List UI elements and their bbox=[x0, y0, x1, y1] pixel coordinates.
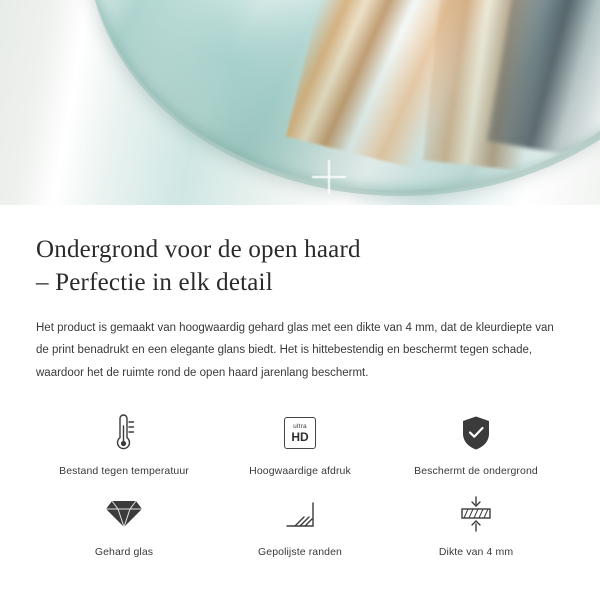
ultra-hd-badge-icon bbox=[284, 410, 316, 456]
feature-item-polished-edges bbox=[212, 491, 388, 558]
feature-item-surface-protection bbox=[388, 410, 564, 477]
description-content bbox=[0, 205, 600, 558]
feature-label: Bestand tegen temperatuur bbox=[59, 465, 189, 478]
feature-grid bbox=[36, 410, 564, 558]
feature-item-thickness bbox=[388, 491, 564, 558]
thermometer-icon bbox=[107, 410, 141, 456]
diamond-icon bbox=[105, 491, 143, 537]
polished-edges-icon bbox=[282, 491, 318, 537]
feature-label: Beschermt de ondergrond bbox=[414, 465, 538, 478]
feature-label: Gepolijste randen bbox=[257, 546, 342, 559]
badge-top-text: ultra bbox=[293, 422, 307, 430]
shield-check-icon bbox=[459, 410, 493, 456]
round-glass-board bbox=[88, 0, 600, 190]
thickness-4mm-icon bbox=[456, 491, 496, 537]
hero-product-image bbox=[0, 0, 600, 205]
feature-item-tempered-glass bbox=[36, 491, 212, 558]
feature-item-temperature bbox=[36, 410, 212, 477]
page-title bbox=[36, 233, 564, 299]
feature-item-print-quality bbox=[212, 410, 388, 477]
badge-bottom-text: HD bbox=[291, 430, 309, 445]
page-title-line-2: – Perfectie in elk detail bbox=[36, 269, 273, 296]
feature-label: Dikte van 4 mm bbox=[438, 546, 514, 559]
glass-sheen bbox=[88, 0, 600, 190]
feature-label: Gehard glas bbox=[94, 546, 154, 559]
description-paragraph: Het product is gemaakt van hoogwaardig gehard glas met een dikte van 4 mm, dat de kleurdiepte van de print benadrukt en een elegante glans biedt. Het is hittebestendig en beschermt tegen schade, waardoor het de ruimte rond de open haard jarenlang beschermt. bbox=[36, 322, 554, 379]
page-title-line-1: Ondergrond voor de open haard bbox=[36, 236, 361, 263]
feature-label: Hoogwaardige afdruk bbox=[249, 465, 351, 478]
